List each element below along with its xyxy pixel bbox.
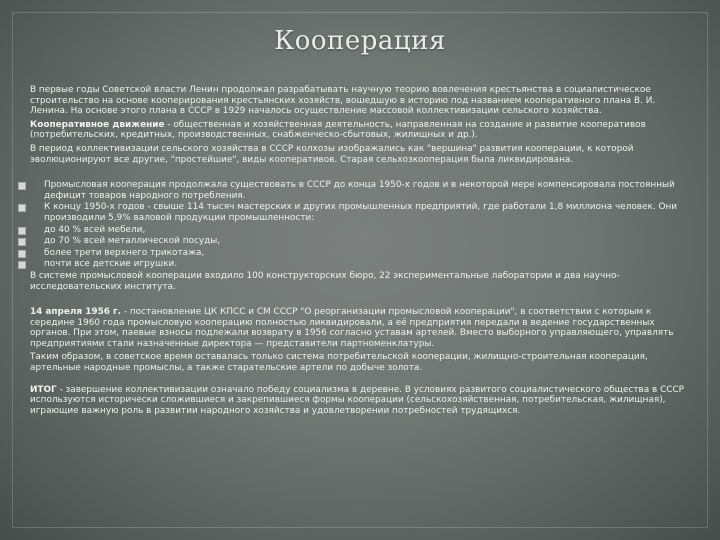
square-bullet-icon [18, 238, 26, 246]
definition-paragraph [30, 120, 692, 141]
square-bullet-icon [18, 182, 26, 190]
bullet-list [30, 180, 692, 270]
decree-text: - постановление ЦК КПСС и СМ СССР "О реорганизации промысловой кооперации", в соответствии с которым к середине 1960 года промысловую кооперацию полностью ликвидировали, а её предприятия передали в ведение государственных органов. При этом, паевые взносы подлежали возврату в 1956 согласно уставам артелей. Вместо выборного управляющего, управлять предприятиями стали назначенные директора — представители партноменклатуры. [30, 307, 674, 349]
decree-paragraph [30, 307, 692, 349]
square-bullet-icon [18, 227, 26, 235]
result-label: ИТОГ [30, 384, 57, 395]
slide-title: Кооперация [274, 26, 446, 56]
list-item: Промысловая кооперация продолжала существовать в СССР до конца 1950-х годов и в некоторой мере компенсировала постоянный дефицит товаров народного потребления. [30, 180, 692, 201]
intro-paragraph-1: В первые годы Советской власти Ленин продолжал разрабатывать научную теорию вовлечения крестьянства в социалистическое строительство на основе кооперирования крестьянских хозяйств, вошедшую в историю под названием кооперативного плана В. И. Ленина. На основе этого плана в СССР в 1929 началось осуществление массовой коллективизации сельского хозяйства. [30, 85, 656, 117]
square-bullet-icon [18, 261, 26, 269]
list-item: до 70 % всей металлической посуды, [30, 236, 692, 247]
after-bullets-paragraph: В системе промысловой кооперации входило 100 конструкторских бюро, 22 экспериментальные лаборатории и два научно-исследовательских института. [30, 270, 620, 292]
square-bullet-icon [18, 204, 26, 212]
decree-date: 14 апреля 1956 г. [30, 307, 122, 318]
result-text: - завершение коллективизации означало победу социализма в деревне. В условиях развитого социалистического общества в СССР используются исторически сложившиеся и закрепившиеся формы кооперации (сельскохозяйственная, потребительская, жилищная), играющие важную роль в развитии народного хозяйства и удовлетворении потребностей трудящихся. [30, 384, 685, 416]
square-bullet-icon [18, 250, 26, 258]
list-item: почти все детские игрушки. [30, 259, 692, 270]
intro-paragraph-2: В период коллективизации сельского хозяйства в СССР колхозы изображались как "вершина" развития кооперации, к которой эволюционируют все другие, "простейшие", виды кооперативов. Старая сельхозкооперация была ликвидирована. [30, 143, 634, 165]
list-item: до 40 % всей мебели, [30, 225, 692, 236]
list-item: более трети верхнего трикотажа, [30, 248, 692, 259]
list-item: К концу 1950-х годов - свыше 114 тысяч мастерских и других промышленных предприятий, где работали 1,8 миллиона человек. Они производили 5,9% валовой продукции промышленности: [30, 202, 692, 223]
definition-term: Кооперативное движение [30, 119, 165, 130]
result-paragraph [30, 385, 692, 417]
slide-body [30, 85, 692, 419]
conclusion-paragraph: Таким образом, в советское время оставалась только система потребительской кооперации, жилищно-строительная кооперация, артельные народные промыслы, а также старательские артели по добыче золота. [30, 352, 648, 374]
definition-text: - общественная и хозяйственная деятельность, направленная на создание и развитие кооперативов (потребительских, кредитных, производственных, снабженческо-сбытовых, жилищных и др.). [30, 119, 646, 141]
